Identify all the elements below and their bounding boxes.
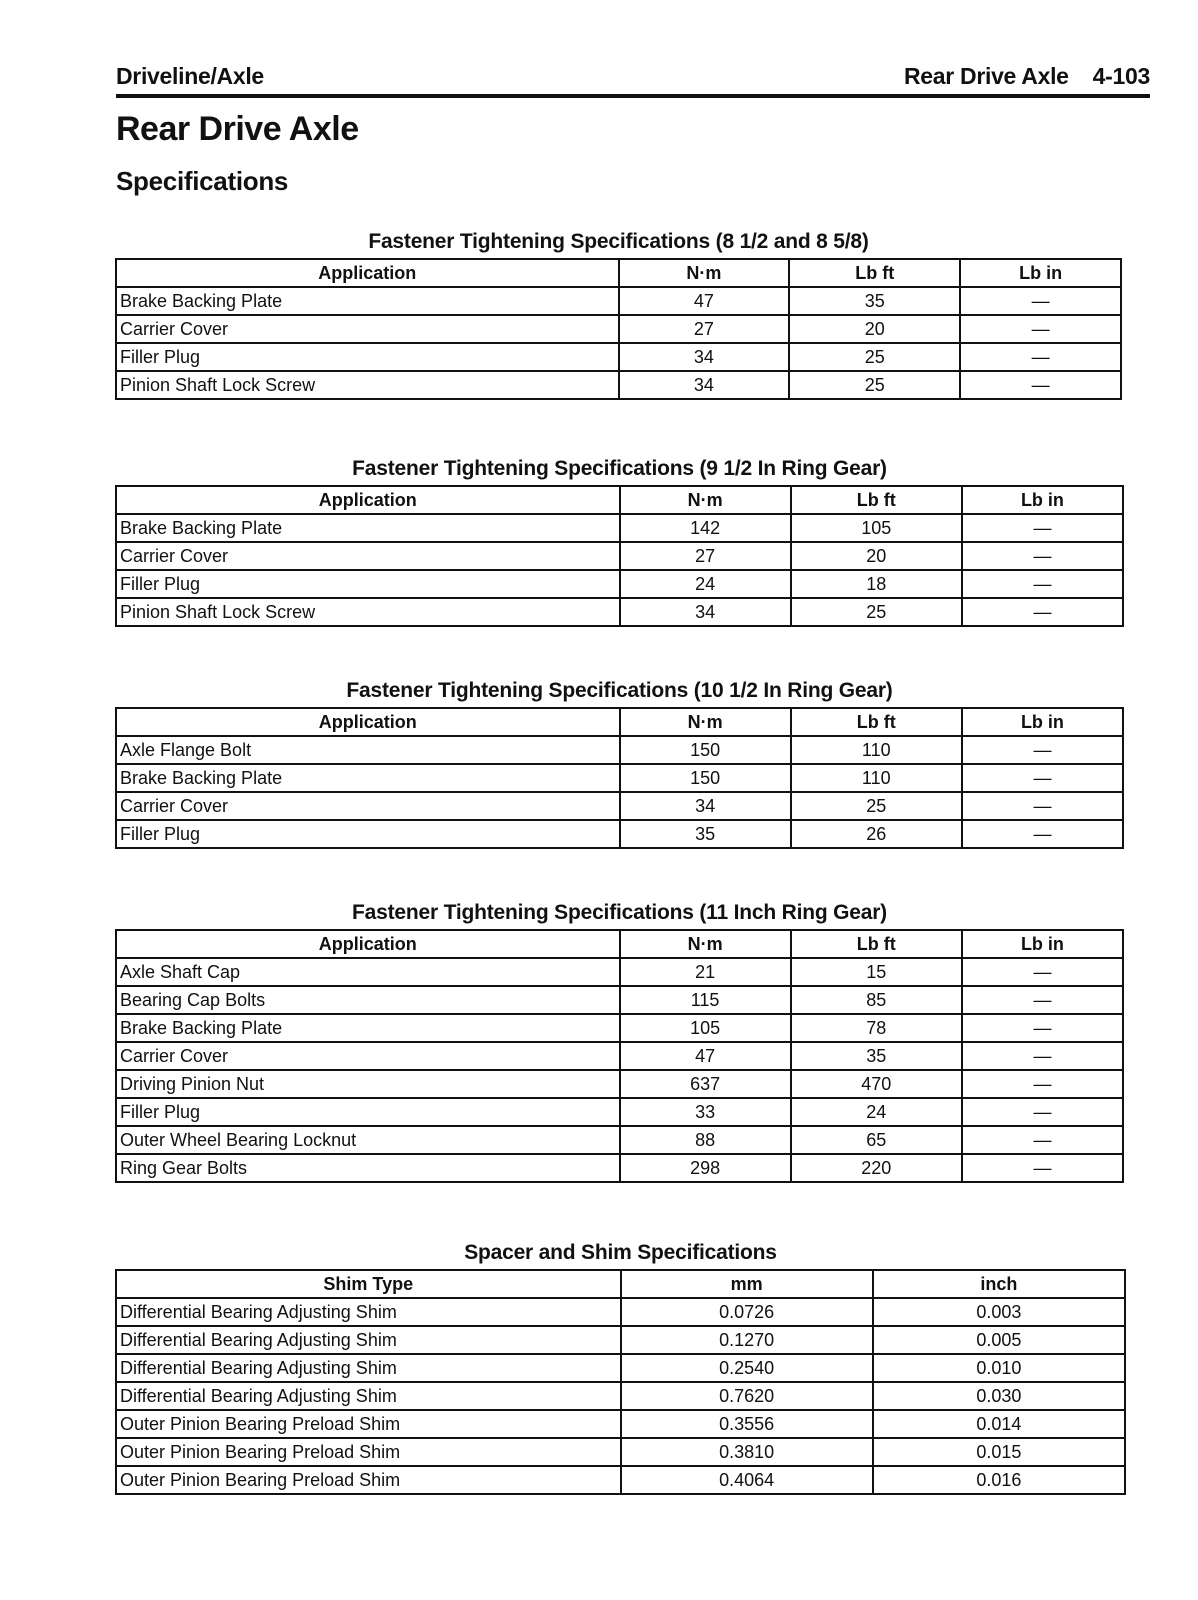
cell-mm: 0.0726 — [621, 1298, 873, 1326]
col-shim-type: Shim Type — [116, 1270, 621, 1298]
table-row — [116, 1154, 1123, 1182]
cell-mm: 0.1270 — [621, 1326, 873, 1354]
cell-inch: 0.010 — [873, 1354, 1125, 1382]
table-row — [116, 514, 1123, 542]
cell-inch: 0.016 — [873, 1466, 1125, 1494]
col-lbin: Lb in — [962, 930, 1123, 958]
table-caption: Fastener Tightening Specifications (8 1/2 and 8 5/8) — [368, 230, 869, 253]
cell-mm: 0.3556 — [621, 1410, 873, 1438]
cell-application: Brake Backing Plate — [116, 514, 620, 542]
shim-table — [115, 1237, 1126, 1495]
spec-table — [115, 485, 1124, 627]
table-row — [116, 958, 1123, 986]
cell-nm: 47 — [619, 287, 790, 315]
cell-nm: 24 — [620, 570, 791, 598]
cell-nm: 21 — [620, 958, 791, 986]
fastener-table-11-inch — [115, 897, 1124, 1183]
col-lbin: Lb in — [960, 259, 1121, 287]
cell-lbin: — — [962, 1042, 1123, 1070]
cell-shim-type: Differential Bearing Adjusting Shim — [116, 1298, 621, 1326]
cell-lbft: 110 — [791, 736, 962, 764]
spec-table — [115, 1269, 1126, 1495]
table-row — [116, 1126, 1123, 1154]
cell-lbft: 20 — [789, 315, 960, 343]
table-row — [116, 1070, 1123, 1098]
col-application: Application — [116, 708, 620, 736]
cell-lbin: — — [962, 1126, 1123, 1154]
cell-nm: 142 — [620, 514, 791, 542]
cell-shim-type: Differential Bearing Adjusting Shim — [116, 1326, 621, 1354]
cell-application: Ring Gear Bolts — [116, 1154, 620, 1182]
col-lbft: Lb ft — [791, 930, 962, 958]
cell-lbft: 35 — [789, 287, 960, 315]
cell-lbin: — — [962, 986, 1123, 1014]
table-row — [116, 343, 1121, 371]
cell-lbft: 85 — [791, 986, 962, 1014]
cell-application: Bearing Cap Bolts — [116, 986, 620, 1014]
cell-application: Filler Plug — [116, 1098, 620, 1126]
cell-application: Filler Plug — [116, 570, 620, 598]
cell-nm: 27 — [620, 542, 791, 570]
table-row — [116, 792, 1123, 820]
cell-lbin: — — [962, 958, 1123, 986]
spec-table — [115, 929, 1124, 1183]
cell-lbin: — — [962, 542, 1123, 570]
cell-lbft: 15 — [791, 958, 962, 986]
spec-table — [115, 258, 1122, 400]
header-row — [116, 1270, 1125, 1298]
table-row — [116, 736, 1123, 764]
table-row — [116, 1042, 1123, 1070]
cell-shim-type: Outer Pinion Bearing Preload Shim — [116, 1410, 621, 1438]
cell-lbft: 65 — [791, 1126, 962, 1154]
table-row — [116, 986, 1123, 1014]
cell-application: Filler Plug — [116, 820, 620, 848]
cell-application: Brake Backing Plate — [116, 764, 620, 792]
cell-nm: 637 — [620, 1070, 791, 1098]
col-application: Application — [116, 486, 620, 514]
fastener-table-9-1-2 — [115, 453, 1124, 627]
table-caption: Fastener Tightening Specifications (9 1/2 In Ring Gear) — [352, 457, 887, 480]
cell-lbin: — — [962, 1098, 1123, 1126]
cell-nm: 115 — [620, 986, 791, 1014]
cell-nm: 35 — [620, 820, 791, 848]
cell-lbft: 26 — [791, 820, 962, 848]
cell-application: Driving Pinion Nut — [116, 1070, 620, 1098]
cell-mm: 0.3810 — [621, 1438, 873, 1466]
col-nm: N·m — [619, 259, 790, 287]
chapter-name: Rear Drive Axle — [903, 63, 1069, 89]
cell-lbin: — — [962, 792, 1123, 820]
cell-lbin: — — [962, 570, 1123, 598]
header-row — [116, 486, 1123, 514]
cell-nm: 105 — [620, 1014, 791, 1042]
table-row — [116, 315, 1121, 343]
cell-lbft: 110 — [791, 764, 962, 792]
table-row — [116, 1410, 1125, 1438]
cell-nm: 150 — [620, 764, 791, 792]
cell-application: Brake Backing Plate — [116, 1014, 620, 1042]
col-application: Application — [116, 259, 619, 287]
cell-lbin: — — [962, 764, 1123, 792]
cell-lbft: 35 — [791, 1042, 962, 1070]
cell-lbin: — — [962, 598, 1123, 626]
cell-lbin: — — [960, 343, 1121, 371]
table-row — [116, 764, 1123, 792]
cell-application: Brake Backing Plate — [116, 287, 619, 315]
col-lbft: Lb ft — [791, 486, 962, 514]
cell-lbft: 25 — [791, 792, 962, 820]
cell-mm: 0.2540 — [621, 1354, 873, 1382]
cell-nm: 150 — [620, 736, 791, 764]
col-lbft: Lb ft — [789, 259, 960, 287]
header-row — [116, 930, 1123, 958]
cell-lbin: — — [962, 820, 1123, 848]
cell-application: Pinion Shaft Lock Screw — [116, 598, 620, 626]
cell-application: Carrier Cover — [116, 315, 619, 343]
page-subtitle: Specifications — [116, 166, 289, 196]
table-caption: Fastener Tightening Specifications (10 1/2 In Ring Gear) — [346, 679, 893, 702]
table-row — [116, 371, 1121, 399]
table-row — [116, 820, 1123, 848]
cell-application: Filler Plug — [116, 343, 619, 371]
cell-nm: 33 — [620, 1098, 791, 1126]
cell-shim-type: Differential Bearing Adjusting Shim — [116, 1354, 621, 1382]
cell-nm: 34 — [620, 792, 791, 820]
header-row — [116, 259, 1121, 287]
cell-nm: 34 — [619, 343, 790, 371]
cell-lbin: — — [962, 1154, 1123, 1182]
table-caption: Spacer and Shim Specifications — [464, 1241, 777, 1264]
cell-inch: 0.030 — [873, 1382, 1125, 1410]
table-row — [116, 1298, 1125, 1326]
cell-inch: 0.015 — [873, 1438, 1125, 1466]
table-row — [116, 542, 1123, 570]
cell-inch: 0.014 — [873, 1410, 1125, 1438]
cell-inch: 0.003 — [873, 1298, 1125, 1326]
col-lbft: Lb ft — [791, 708, 962, 736]
cell-application: Pinion Shaft Lock Screw — [116, 371, 619, 399]
col-lbin: Lb in — [962, 708, 1123, 736]
page-title: Rear Drive Axle — [116, 110, 359, 148]
cell-nm: 88 — [620, 1126, 791, 1154]
table-row — [116, 1382, 1125, 1410]
col-nm: N·m — [620, 930, 791, 958]
section-name: Driveline/Axle — [116, 63, 264, 89]
table-row — [116, 1014, 1123, 1042]
cell-application: Carrier Cover — [116, 792, 620, 820]
table-row — [116, 570, 1123, 598]
cell-lbin: — — [962, 514, 1123, 542]
col-lbin: Lb in — [962, 486, 1123, 514]
cell-lbft: 18 — [791, 570, 962, 598]
cell-mm: 0.7620 — [621, 1382, 873, 1410]
cell-lbft: 25 — [789, 371, 960, 399]
cell-lbft: 25 — [789, 343, 960, 371]
cell-application: Outer Wheel Bearing Locknut — [116, 1126, 620, 1154]
table-row — [116, 1438, 1125, 1466]
cell-mm: 0.4064 — [621, 1466, 873, 1494]
cell-application: Axle Shaft Cap — [116, 958, 620, 986]
table-caption: Fastener Tightening Specifications (11 Inch Ring Gear) — [352, 901, 887, 924]
col-inch: inch — [873, 1270, 1125, 1298]
cell-inch: 0.005 — [873, 1326, 1125, 1354]
cell-nm: 27 — [619, 315, 790, 343]
table-row — [116, 287, 1121, 315]
cell-lbft: 78 — [791, 1014, 962, 1042]
cell-lbft: 25 — [791, 598, 962, 626]
cell-lbft: 220 — [791, 1154, 962, 1182]
table-row — [116, 1326, 1125, 1354]
cell-lbin: — — [960, 287, 1121, 315]
chapter-heading — [904, 63, 1150, 90]
header-row — [116, 708, 1123, 736]
table-row — [116, 1466, 1125, 1494]
cell-shim-type: Differential Bearing Adjusting Shim — [116, 1382, 621, 1410]
cell-lbin: — — [962, 1070, 1123, 1098]
cell-lbft: 24 — [791, 1098, 962, 1126]
cell-shim-type: Outer Pinion Bearing Preload Shim — [116, 1438, 621, 1466]
cell-lbin: — — [960, 371, 1121, 399]
table-row — [116, 1098, 1123, 1126]
running-header — [116, 64, 1150, 98]
fastener-table-10-1-2 — [115, 675, 1124, 849]
cell-lbft: 105 — [791, 514, 962, 542]
cell-lbin: — — [960, 315, 1121, 343]
cell-lbft: 20 — [791, 542, 962, 570]
cell-nm: 47 — [620, 1042, 791, 1070]
table-row — [116, 1354, 1125, 1382]
fastener-table-8-1-2 — [115, 226, 1122, 400]
col-mm: mm — [621, 1270, 873, 1298]
cell-nm: 34 — [619, 371, 790, 399]
cell-application: Carrier Cover — [116, 542, 620, 570]
cell-shim-type: Outer Pinion Bearing Preload Shim — [116, 1466, 621, 1494]
cell-application: Axle Flange Bolt — [116, 736, 620, 764]
cell-nm: 298 — [620, 1154, 791, 1182]
page-number: 4-103 — [1092, 63, 1150, 89]
col-nm: N·m — [620, 708, 791, 736]
spec-table — [115, 707, 1124, 849]
cell-lbin: — — [962, 1014, 1123, 1042]
cell-application: Carrier Cover — [116, 1042, 620, 1070]
cell-lbft: 470 — [791, 1070, 962, 1098]
cell-lbin: — — [962, 736, 1123, 764]
col-nm: N·m — [620, 486, 791, 514]
table-row — [116, 598, 1123, 626]
cell-nm: 34 — [620, 598, 791, 626]
col-application: Application — [116, 930, 620, 958]
